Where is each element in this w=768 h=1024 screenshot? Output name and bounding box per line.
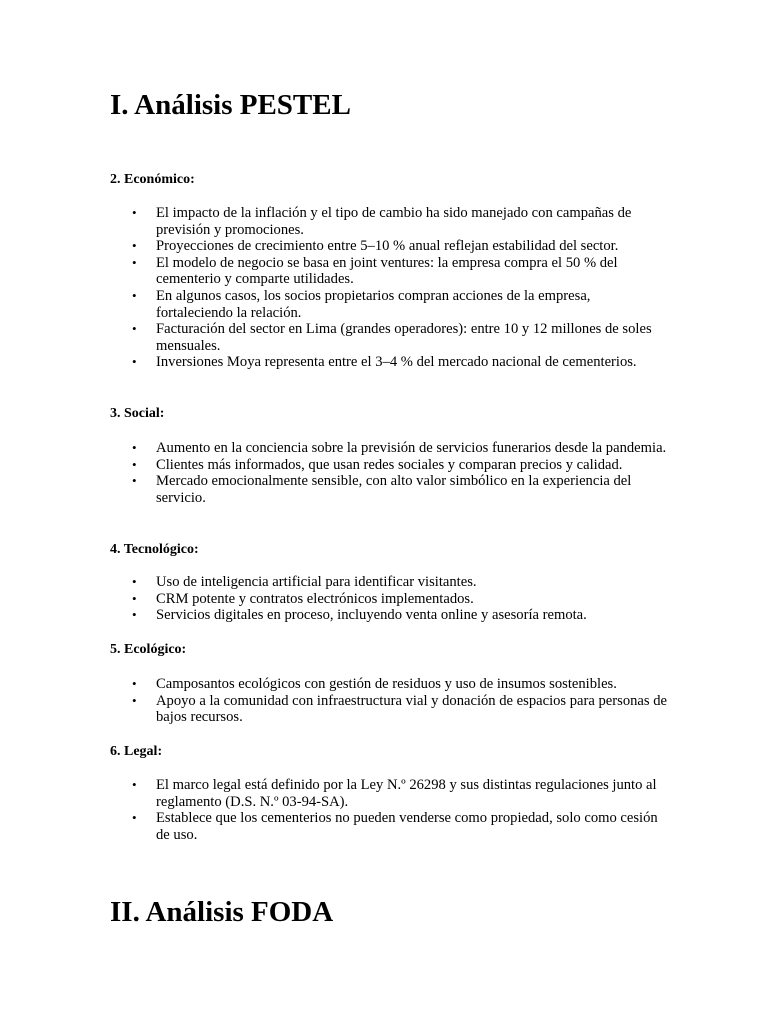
list-item: [110, 777, 670, 810]
bullet-icon: •: [132, 810, 137, 826]
section-heading-tecnologico: 4. Tecnológico:: [110, 542, 199, 557]
list-item: [110, 321, 670, 354]
list-item-text: Apoyo a la comunidad con infraestructura vial y donación de espacios para personas de bajos recursos.: [156, 692, 668, 726]
bullet-list-legal: [110, 777, 670, 843]
list-item: [110, 676, 670, 693]
list-item-text: Camposantos ecológicos con gestión de residuos y uso de insumos sostenibles.: [156, 676, 617, 692]
bullet-icon: •: [132, 321, 137, 337]
bullet-list-ecologico: [110, 676, 670, 726]
list-item-text: Facturación del sector en Lima (grandes operadores): entre 10 y 12 millones de soles mensuales.: [156, 321, 652, 354]
list-item: [110, 205, 670, 238]
list-item: [110, 440, 670, 457]
section-heading-economico: 2. Económico:: [110, 172, 195, 187]
list-item-text: El modelo de negocio se basa en joint ventures: la empresa compra el 50 % del cementerio y comparte utilidades.: [156, 254, 618, 288]
bullet-icon: •: [132, 205, 137, 220]
list-item: [110, 238, 670, 255]
bullet-list-social: [110, 440, 670, 506]
list-item-text: Inversiones Moya representa entre el 3–4 % del mercado nacional de cementerios.: [156, 354, 637, 371]
list-item: [110, 473, 670, 506]
list-item: [110, 574, 670, 591]
list-item-text: Clientes más informados, que usan redes sociales y comparan precios y calidad.: [156, 456, 623, 473]
list-item: [110, 288, 670, 321]
list-item-text: Proyecciones de crecimiento entre 5–10 % anual reflejan estabilidad del sector.: [156, 238, 619, 255]
bullet-list-economico: [110, 205, 670, 371]
list-item-text: El impacto de la inflación y el tipo de cambio ha sido manejado con campañas de previsión y promociones.: [156, 205, 632, 238]
bullet-icon: •: [132, 473, 137, 489]
bullet-icon: •: [132, 574, 137, 589]
list-item-text: El marco legal está definido por la Ley N.º 26298 y sus distintas regulaciones junto al reglamento (D.S. N.º 03-94-SA).: [156, 777, 657, 810]
bullet-icon: •: [132, 287, 137, 303]
list-item: [110, 457, 670, 474]
list-item-text: Mercado emocionalmente sensible, con alto valor simbólico en la experiencia del servicio.: [156, 473, 632, 506]
list-item: [110, 591, 670, 608]
list-item-text: En algunos casos, los socios propietarios compran acciones de la empresa, fortaleciendo la relación.: [156, 287, 591, 321]
bullet-icon: •: [132, 354, 137, 370]
bullet-icon: •: [132, 676, 137, 691]
bullet-list-tecnologico: [110, 574, 670, 624]
list-item-text: Uso de inteligencia artificial para identificar visitantes.: [156, 574, 477, 590]
bullet-icon: •: [132, 777, 137, 792]
bullet-icon: •: [132, 456, 137, 472]
list-item-text: CRM potente y contratos electrónicos implementados.: [156, 590, 474, 607]
bullet-icon: •: [132, 692, 137, 708]
list-item: [110, 693, 670, 726]
bullet-icon: •: [132, 440, 137, 455]
bullet-icon: •: [132, 238, 137, 254]
list-item: [110, 255, 670, 288]
list-item: [110, 607, 670, 624]
section-heading-social: 3. Social:: [110, 406, 165, 421]
list-item: [110, 354, 670, 371]
section-heading-legal: 6. Legal:: [110, 744, 163, 759]
pestel-title: I. Análisis PESTEL: [110, 89, 351, 121]
bullet-icon: •: [132, 607, 137, 623]
list-item-text: Servicios digitales en proceso, incluyendo venta online y asesoría remota.: [156, 607, 587, 624]
bullet-icon: •: [132, 590, 137, 606]
bullet-icon: •: [132, 254, 137, 270]
section-heading-ecologico: 5. Ecológico:: [110, 642, 187, 657]
list-item-text: Establece que los cementerios no pueden venderse como propiedad, solo como cesión de uso.: [156, 810, 658, 843]
foda-title: II. Análisis FODA: [110, 896, 334, 928]
list-item-text: Aumento en la conciencia sobre la previsión de servicios funerarios desde la pandemia.: [156, 440, 667, 456]
list-item: [110, 810, 670, 843]
